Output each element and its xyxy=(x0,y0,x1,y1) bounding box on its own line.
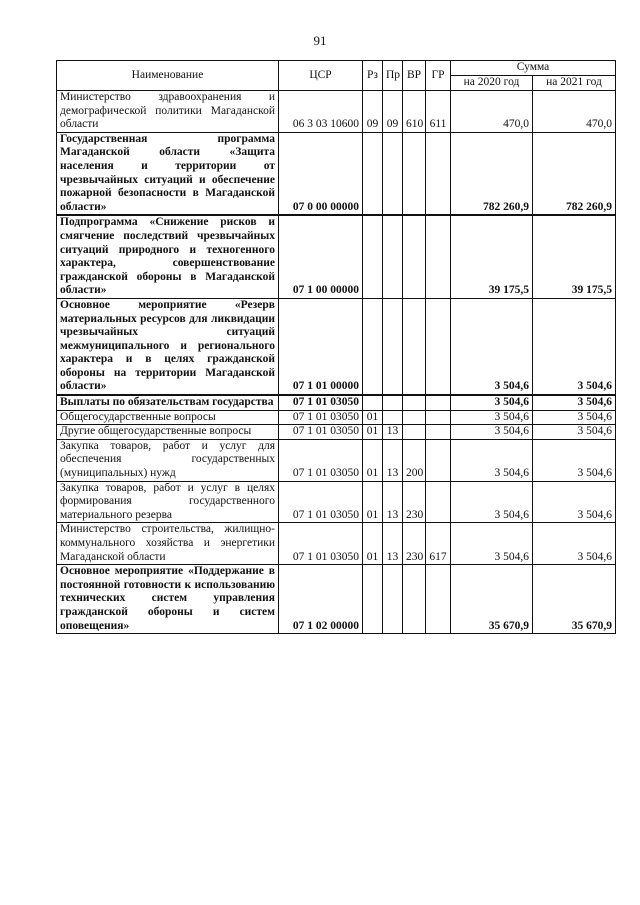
cell-sum-2021: 470,0 xyxy=(533,91,616,133)
cell-name: Закупка товаров, работ и услуг в целях формирования государственного материального резерва xyxy=(57,481,279,523)
cell-csr: 07 1 01 03050 xyxy=(279,523,363,565)
cell-rz xyxy=(363,132,383,215)
cell-vr: 610 xyxy=(403,91,426,133)
cell-gr xyxy=(426,298,451,395)
header-pr: Пр xyxy=(383,61,403,91)
cell-sum-2020: 3 504,6 xyxy=(451,439,533,481)
cell-pr xyxy=(383,410,403,425)
cell-pr xyxy=(383,395,403,410)
cell-csr: 07 1 00 00000 xyxy=(279,215,363,298)
cell-vr xyxy=(403,132,426,215)
table-row xyxy=(57,395,616,410)
cell-sum-2020: 3 504,6 xyxy=(451,410,533,425)
cell-sum-2021: 39 175,5 xyxy=(533,215,616,298)
table-body xyxy=(57,91,616,634)
cell-rz: 01 xyxy=(363,523,383,565)
cell-pr xyxy=(383,565,403,634)
cell-pr: 13 xyxy=(383,523,403,565)
cell-pr: 13 xyxy=(383,439,403,481)
cell-sum-2020: 39 175,5 xyxy=(451,215,533,298)
cell-vr xyxy=(403,565,426,634)
table-row xyxy=(57,439,616,481)
cell-gr: 611 xyxy=(426,91,451,133)
cell-rz xyxy=(363,298,383,395)
table-row xyxy=(57,298,616,395)
cell-csr: 06 3 03 10600 xyxy=(279,91,363,133)
table-row xyxy=(57,565,616,634)
cell-name: Выплаты по обязательствам государства xyxy=(57,395,279,410)
cell-sum-2020: 3 504,6 xyxy=(451,298,533,395)
cell-pr xyxy=(383,132,403,215)
cell-name: Другие общегосударственные вопросы xyxy=(57,425,279,440)
header-sum: Сумма xyxy=(451,61,616,76)
cell-name: Государственная программа Магаданской области «Защита населения и территории от чрезвычайных ситуаций и обеспечение пожарной безопасности в Магаданской области» xyxy=(57,132,279,215)
cell-name: Министерство строительства, жилищно-коммунального хозяйства и энергетики Магаданской области xyxy=(57,523,279,565)
cell-sum-2021: 3 504,6 xyxy=(533,425,616,440)
cell-gr xyxy=(426,565,451,634)
cell-sum-2021: 35 670,9 xyxy=(533,565,616,634)
cell-sum-2021: 3 504,6 xyxy=(533,481,616,523)
cell-csr: 07 1 02 00000 xyxy=(279,565,363,634)
cell-rz xyxy=(363,215,383,298)
cell-sum-2020: 3 504,6 xyxy=(451,481,533,523)
cell-sum-2020: 470,0 xyxy=(451,91,533,133)
cell-gr xyxy=(426,410,451,425)
cell-csr: 07 1 01 00000 xyxy=(279,298,363,395)
table-row xyxy=(57,91,616,133)
cell-gr xyxy=(426,395,451,410)
cell-csr: 07 1 01 03050 xyxy=(279,395,363,410)
cell-name: Закупка товаров, работ и услуг для обеспечения государственных (муниципальных) нужд xyxy=(57,439,279,481)
cell-vr xyxy=(403,425,426,440)
cell-gr xyxy=(426,439,451,481)
cell-sum-2020: 3 504,6 xyxy=(451,395,533,410)
header-rz: Рз xyxy=(363,61,383,91)
cell-csr: 07 0 00 00000 xyxy=(279,132,363,215)
cell-sum-2020: 3 504,6 xyxy=(451,523,533,565)
cell-sum-2020: 35 670,9 xyxy=(451,565,533,634)
table-row xyxy=(57,410,616,425)
cell-csr: 07 1 01 03050 xyxy=(279,481,363,523)
table-row xyxy=(57,132,616,215)
cell-name: Подпрограмма «Снижение рисков и смягчение последствий чрезвычайных ситуаций природного и техногенного характера, совершенствование гражданской обороны в Магаданской области» xyxy=(57,215,279,298)
cell-gr xyxy=(426,481,451,523)
table-header-row xyxy=(57,61,616,76)
cell-csr: 07 1 01 03050 xyxy=(279,425,363,440)
cell-name: Основное мероприятие «Поддержание в постоянной готовности к использованию технических систем управления гражданской обороны и систем оповещения» xyxy=(57,565,279,634)
cell-sum-2021: 3 504,6 xyxy=(533,410,616,425)
cell-csr: 07 1 01 03050 xyxy=(279,439,363,481)
cell-gr xyxy=(426,132,451,215)
cell-csr: 07 1 01 03050 xyxy=(279,410,363,425)
cell-vr xyxy=(403,215,426,298)
table-row xyxy=(57,215,616,298)
cell-sum-2020: 3 504,6 xyxy=(451,425,533,440)
cell-pr xyxy=(383,215,403,298)
cell-rz: 01 xyxy=(363,481,383,523)
cell-rz xyxy=(363,395,383,410)
cell-vr: 200 xyxy=(403,439,426,481)
cell-rz: 09 xyxy=(363,91,383,133)
cell-rz: 01 xyxy=(363,410,383,425)
cell-gr xyxy=(426,425,451,440)
budget-table xyxy=(56,60,616,634)
cell-vr xyxy=(403,298,426,395)
cell-vr: 230 xyxy=(403,481,426,523)
cell-sum-2021: 3 504,6 xyxy=(533,395,616,410)
cell-vr xyxy=(403,395,426,410)
cell-pr xyxy=(383,298,403,395)
cell-name: Общегосударственные вопросы xyxy=(57,410,279,425)
cell-pr: 09 xyxy=(383,91,403,133)
table-row xyxy=(57,425,616,440)
header-name: Наименование xyxy=(57,61,279,91)
table-row xyxy=(57,523,616,565)
header-gr: ГР xyxy=(426,61,451,91)
header-year-2021: на 2021 год xyxy=(533,76,616,91)
table-row xyxy=(57,481,616,523)
cell-gr: 617 xyxy=(426,523,451,565)
header-year-2020: на 2020 год xyxy=(451,76,533,91)
cell-rz: 01 xyxy=(363,425,383,440)
header-vr: ВР xyxy=(403,61,426,91)
header-csr: ЦСР xyxy=(279,61,363,91)
page-number: 91 xyxy=(313,33,327,48)
cell-vr: 230 xyxy=(403,523,426,565)
cell-sum-2020: 782 260,9 xyxy=(451,132,533,215)
cell-name: Основное мероприятие «Резерв материальных ресурсов для ликвидации чрезвычайных ситуаций межмуниципального и регионального характера и в целях гражданской обороны на территории Магаданской области» xyxy=(57,298,279,395)
cell-sum-2021: 3 504,6 xyxy=(533,439,616,481)
cell-sum-2021: 3 504,6 xyxy=(533,298,616,395)
cell-rz: 01 xyxy=(363,439,383,481)
cell-rz xyxy=(363,565,383,634)
cell-vr xyxy=(403,410,426,425)
cell-pr: 13 xyxy=(383,425,403,440)
cell-name: Министерство здравоохранения и демографической политики Магаданской области xyxy=(57,91,279,133)
cell-gr xyxy=(426,215,451,298)
cell-pr: 13 xyxy=(383,481,403,523)
cell-sum-2021: 782 260,9 xyxy=(533,132,616,215)
cell-sum-2021: 3 504,6 xyxy=(533,523,616,565)
